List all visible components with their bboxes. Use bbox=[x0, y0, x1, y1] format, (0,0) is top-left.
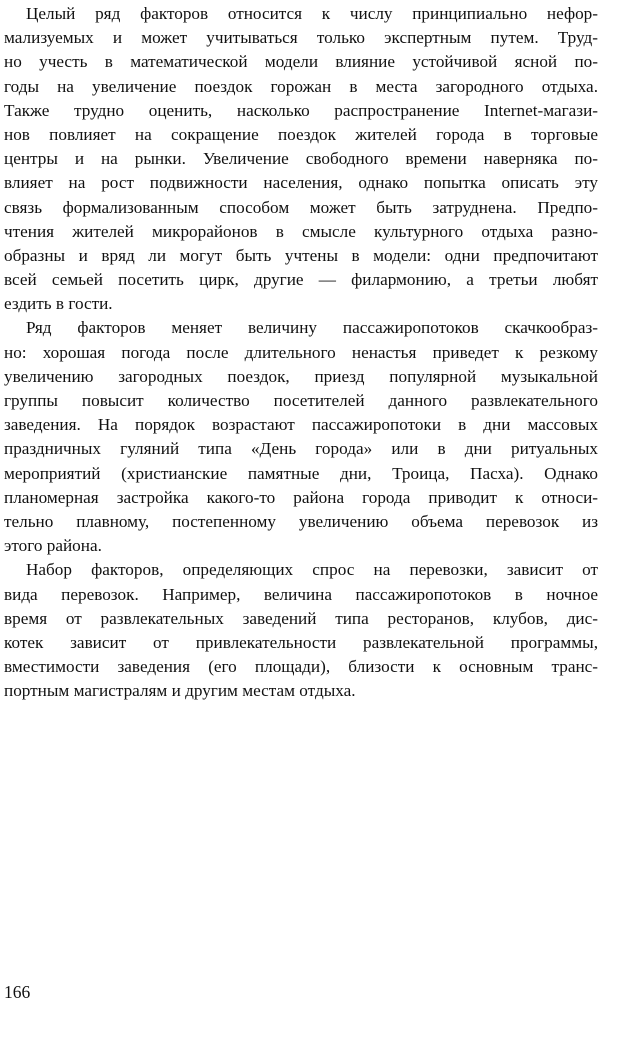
text-line: Ряд факторов меняет величину пассажиропотоков скачкообраз- bbox=[26, 318, 598, 338]
text-line: Набор факторов, определяющих спрос на перевозки, зависит от bbox=[26, 560, 598, 580]
paragraph bbox=[4, 2, 598, 316]
text-line: Целый ряд факторов относится к числу принципиально нефор- bbox=[26, 4, 598, 23]
text-line: вида перевозок. Например, величина пассажиропотоков в ночное bbox=[4, 584, 598, 604]
text-line: всей семьей посетить цирк, другие — филармонию, а третьи любят bbox=[4, 270, 598, 290]
paragraph bbox=[4, 558, 598, 703]
page-number: 166 bbox=[4, 982, 31, 1002]
text-line: но учесть в математической модели влияние устойчивой ясной по- bbox=[4, 52, 598, 72]
text-line: этого района. bbox=[4, 536, 102, 556]
text-line: центры и на рынки. Увеличение свободного времени наверняка по- bbox=[4, 149, 598, 169]
paragraph bbox=[4, 316, 598, 558]
text-line: влияет на рост подвижности населения, однако попытка описать эту bbox=[4, 173, 598, 193]
text-line: мероприятий (христианские памятные дни, Троица, Пасха). Однако bbox=[4, 463, 598, 483]
text-line: тельно плавному, постепенному увеличению объема перевозок из bbox=[4, 511, 598, 531]
text-line: чтения жителей микрорайонов в смысле культурного отдыха разно- bbox=[4, 221, 598, 241]
text-line: портным магистралям и другим местам отдыха. bbox=[4, 681, 356, 701]
text-line: вместимости заведения (его площади), близости к основным транс- bbox=[4, 657, 598, 677]
text-line: заведения. На порядок возрастают пассажиропотоки в дни массовых bbox=[4, 415, 598, 435]
text-line: увеличению загородных поездок, приезд популярной музыкальной bbox=[4, 366, 598, 386]
text-line: котек зависит от привлекательности развлекательной программы, bbox=[4, 632, 598, 652]
text-line: годы на увеличение поездок горожан в места загородного отдыха. bbox=[4, 76, 598, 96]
text-line: мализуемых и может учитываться только экспертным путем. Труд- bbox=[4, 28, 598, 48]
text-line: планомерная застройка какого-то района города приводит к относи- bbox=[4, 487, 598, 507]
text-line: Также трудно оценить, насколько распространение Internet-магази- bbox=[4, 100, 598, 120]
text-line: ездить в гости. bbox=[4, 294, 113, 314]
text-line: праздничных гуляний типа «День города» или в дни ритуальных bbox=[4, 439, 598, 459]
text-line: нов повлияет на сокращение поездок жителей города в торговые bbox=[4, 124, 598, 144]
text-line: образны и вряд ли могут быть учтены в модели: одни предпочитают bbox=[4, 245, 598, 265]
text-line: время от развлекательных заведений типа ресторанов, клубов, дис- bbox=[4, 608, 598, 628]
text-line: группы повысит количество посетителей данного развлекательного bbox=[4, 391, 598, 410]
text-line: но: хорошая погода после длительного ненастья приведет к резкому bbox=[4, 342, 598, 362]
text-line: связь формализованным способом может быть затруднена. Предпо- bbox=[4, 197, 598, 217]
body-text bbox=[4, 2, 598, 703]
